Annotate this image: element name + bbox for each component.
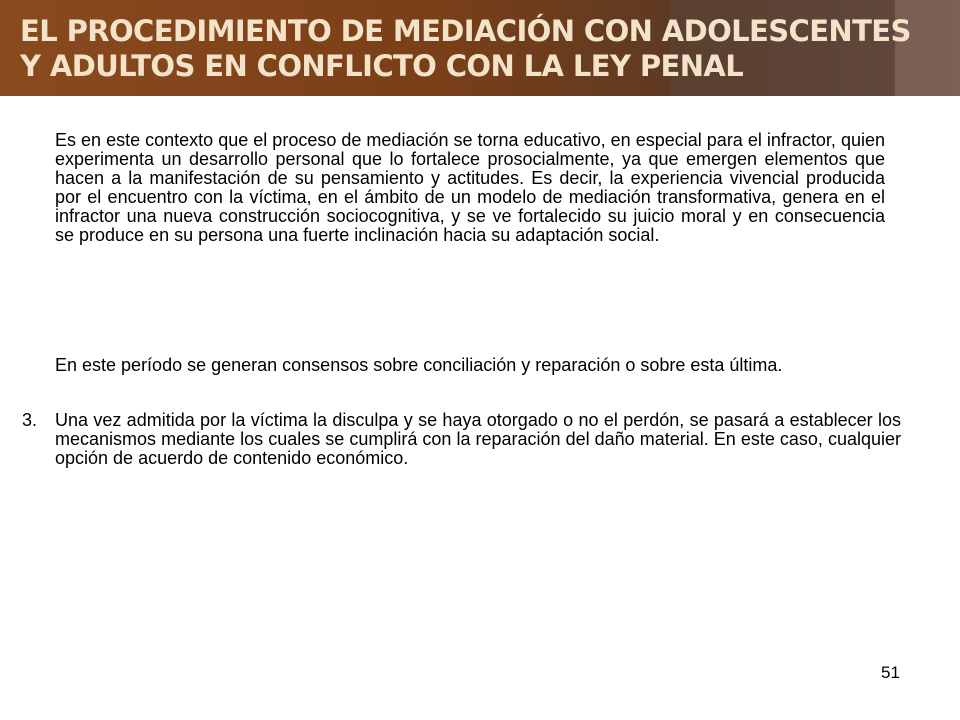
- list-item-reparation: Una vez admitida por la víctima la disculpa y se haya otorgado o no el perdón, se pasará a establecer los mecanismos mediante los cuales se cumplirá con la reparación del daño material. En este caso, cualquier opción de acuerdo de contenido económico.: [55, 410, 901, 468]
- paragraph-mediation-educational: Es en este contexto que el proceso de mediación se torna educativo, en especial para el infractor, quien experimenta un desarrollo personal que lo fortalece prosocialmente, ya que emergen elementos que hacen a la manifestación de su pensamiento y actitudes. Es decir, la experiencia vivencial producida por el encuentro con la víctima, en el ámbito de un modelo de mediación transformativa, genera en el infractor una nueva construcción sociocognitiva, y se ve fortalecido su juicio moral y en consecuencia se produce en su persona una fuerte inclinación hacia su adaptación social.: [55, 130, 885, 245]
- title-banner: [0, 0, 960, 96]
- slide-title: EL PROCEDIMIENTO DE MEDIACIÓN CON ADOLESCENTES Y ADULTOS EN CONFLICTO CON LA LEY PENAL: [20, 14, 911, 83]
- page-number: 51: [881, 663, 900, 682]
- list-item-number: 3.: [22, 410, 38, 430]
- paragraph-consensus-period: En este período se generan consensos sobre conciliación y reparación o sobre esta última.: [55, 355, 783, 375]
